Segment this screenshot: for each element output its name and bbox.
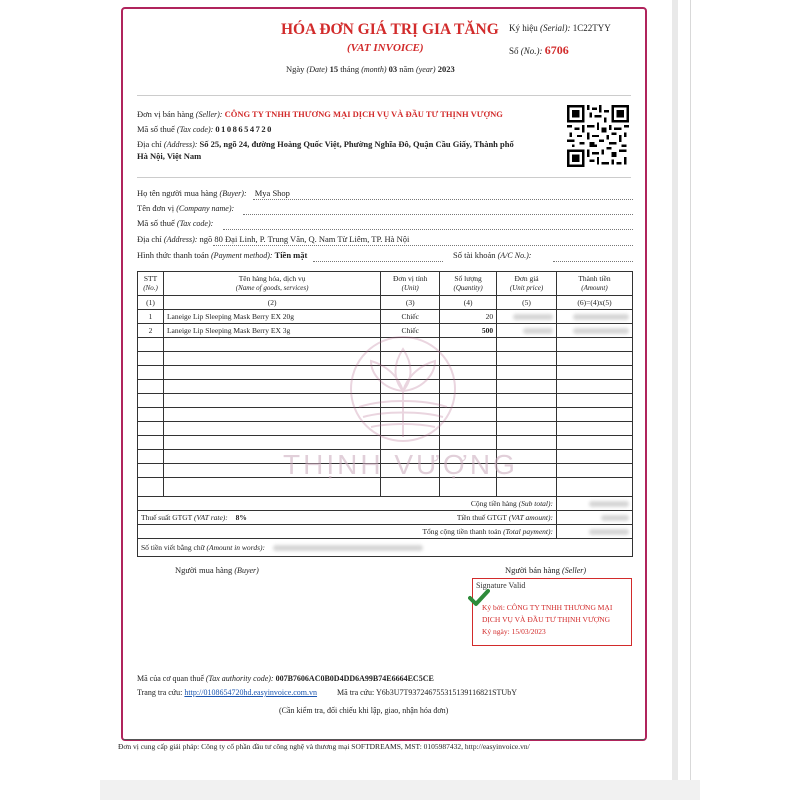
seller-signature-label: Người bán hàng (Seller) bbox=[505, 565, 587, 575]
row-item-name: Laneige Lip Sleeping Mask Berry EX 3g bbox=[163, 324, 380, 338]
seller-address: Địa chỉ (Address): Số 25, ngõ 24, đường Hoàng Quốc Việt, Phường Nghĩa Đô, Quận Cầu Giấy, Thành phố bbox=[137, 139, 514, 149]
subtotal-redacted bbox=[557, 497, 633, 511]
total-row bbox=[138, 525, 633, 539]
table-row bbox=[138, 310, 633, 324]
total-label: Tổng cộng tiền thanh toán (Total payment): bbox=[138, 525, 557, 539]
account-line bbox=[553, 261, 633, 262]
col-header-quantity: Số lượng (Quantity) bbox=[440, 272, 497, 296]
invoice-document bbox=[121, 7, 647, 741]
tax-authority-code: Mã của cơ quan thuế (Tax authority code): 007B7606AC0B0D4DD6A99B74E6664EC5CE bbox=[137, 674, 434, 683]
row-quantity: 500 bbox=[440, 324, 497, 338]
vat-amount-redacted bbox=[557, 511, 633, 525]
col-number: (1) bbox=[138, 296, 164, 310]
row-unit-price-redacted bbox=[497, 310, 557, 324]
seller-tax-code: Mã số thuế (Tax code): 0108654720 bbox=[137, 124, 273, 134]
footer-divider bbox=[123, 739, 645, 740]
signed-by: Ký bởi: CÔNG TY TNHH THƯƠNG MẠI DỊCH VỤ VÀ ĐẦU TƯ THỊNH VƯỢNG Ký ngày: 15/03/2023 bbox=[482, 603, 613, 636]
table-row-empty bbox=[138, 366, 633, 380]
buyer-company-line bbox=[243, 214, 633, 215]
vat-row bbox=[138, 511, 633, 525]
row-unit: Chiếc bbox=[381, 324, 440, 338]
invoice-date: Ngày (Date) 15 tháng (month) 03 năm (year) 2023 bbox=[286, 64, 455, 74]
table-row-empty bbox=[138, 394, 633, 408]
col-header-name: Tên hàng hóa, dịch vụ (Name of goods, services) bbox=[163, 272, 380, 296]
buyer-company: Tên đơn vị (Company name): bbox=[137, 203, 235, 213]
invoice-title: HÓA ĐƠN GIÁ TRỊ GIA TĂNG bbox=[281, 21, 499, 38]
signature-valid: Signature Valid bbox=[476, 581, 526, 590]
col-number: (6)=(4)x(5) bbox=[557, 296, 633, 310]
col-number: (4) bbox=[440, 296, 497, 310]
solution-provider: Đơn vị cung cấp giải pháp: Công ty cổ phần đầu tư công nghệ và thương mại SOFTDREAMS, MST: 0105987432, http://easyinvoice.vn/ bbox=[118, 742, 530, 751]
vat-cell bbox=[138, 511, 557, 525]
lookup-url-link[interactable]: http://0108654720hd.easyinvoice.com.vn bbox=[184, 688, 318, 697]
watermark-text: THỊNH VƯỢNG bbox=[283, 449, 518, 480]
vat-amount-label: Tiền thuế GTGT (VAT amount): bbox=[456, 513, 553, 522]
subtotal-row bbox=[138, 497, 633, 511]
buyer-signature-label: Người mua hàng (Buyer) bbox=[175, 565, 259, 575]
col-number: (2) bbox=[163, 296, 380, 310]
row-unit-price-redacted bbox=[497, 324, 557, 338]
payment-line bbox=[313, 261, 443, 262]
row-unit: Chiếc bbox=[381, 310, 440, 324]
table-row bbox=[138, 324, 633, 338]
table-row-empty bbox=[138, 352, 633, 366]
row-item-name: Laneige Lip Sleeping Mask Berry EX 20g bbox=[163, 310, 380, 324]
words-row bbox=[138, 539, 633, 557]
col-header-amount: Thành tiền (Amount) bbox=[557, 272, 633, 296]
row-quantity: 20 bbox=[440, 310, 497, 324]
column-number-row bbox=[138, 296, 633, 310]
account-number: Số tài khoản (A/C No.): bbox=[453, 250, 532, 260]
serial-number: Ký hiệu (Serial): 1C22TYY bbox=[509, 23, 611, 33]
subtotal-label: Cộng tiền hàng (Sub total): bbox=[138, 497, 557, 511]
header-divider bbox=[137, 95, 631, 96]
seller-address-line2: Hà Nội, Việt Nam bbox=[137, 151, 202, 161]
bottom-strip bbox=[100, 780, 700, 800]
table-row-empty bbox=[138, 422, 633, 436]
table-row-empty bbox=[138, 380, 633, 394]
row-no: 2 bbox=[138, 324, 164, 338]
row-amount-redacted bbox=[557, 324, 633, 338]
buyer-address: Địa chỉ (Address): ngõ 80 Đại Linh, P. Trung Văn, Q. Nam Từ Liêm, TP. Hà Nội bbox=[137, 234, 410, 244]
amount-in-words: Số tiền viết bằng chữ (Amount in words): bbox=[138, 539, 633, 557]
buyer-name: Họ tên người mua hàng (Buyer): Mya Shop bbox=[137, 188, 290, 198]
verification-note: (Cần kiểm tra, đối chiếu khi lập, giao, nhận hóa đơn) bbox=[279, 706, 449, 715]
row-no: 1 bbox=[138, 310, 164, 324]
row-amount-redacted bbox=[557, 310, 633, 324]
invoice-subtitle: (VAT INVOICE) bbox=[347, 42, 424, 54]
seller-divider bbox=[137, 177, 631, 178]
table-row-empty bbox=[138, 408, 633, 422]
table-row-empty bbox=[138, 338, 633, 352]
page-edge-line bbox=[690, 0, 691, 800]
buyer-address-line bbox=[213, 245, 633, 246]
col-header-unit: Đơn vị tính (Unit) bbox=[381, 272, 440, 296]
col-number: (5) bbox=[497, 296, 557, 310]
items-table bbox=[137, 271, 633, 557]
buyer-tax-code: Mã số thuế (Tax code): bbox=[137, 218, 214, 228]
page-edge-shadow bbox=[672, 0, 678, 800]
buyer-tax-line bbox=[223, 229, 633, 230]
lookup-line: Trang tra cứu: http://0108654720hd.easyinvoice.com.vn Mã tra cứu: Y6b3U7T937246755315139116821STUbY bbox=[137, 688, 517, 697]
col-header-unit-price: Đơn giá (Unit price) bbox=[497, 272, 557, 296]
vat-rate: Thuế suất GTGT (VAT rate): 8% bbox=[141, 513, 247, 522]
seller-name: Đơn vị bán hàng (Seller): CÔNG TY TNHH THƯƠNG MẠI DỊCH VỤ VÀ ĐẦU TƯ THỊNH VƯỢNG bbox=[137, 109, 503, 119]
table-row-empty bbox=[138, 436, 633, 450]
col-number: (3) bbox=[381, 296, 440, 310]
invoice-number: Số (No.): 6706 bbox=[509, 43, 569, 57]
table-header-row bbox=[138, 272, 633, 296]
payment-method: Hình thức thanh toán (Payment method): Tiền mặt bbox=[137, 250, 308, 260]
buyer-name-line bbox=[253, 199, 633, 200]
total-redacted bbox=[557, 525, 633, 539]
col-header-no: STT (No.) bbox=[138, 272, 164, 296]
qr-code bbox=[567, 105, 629, 167]
